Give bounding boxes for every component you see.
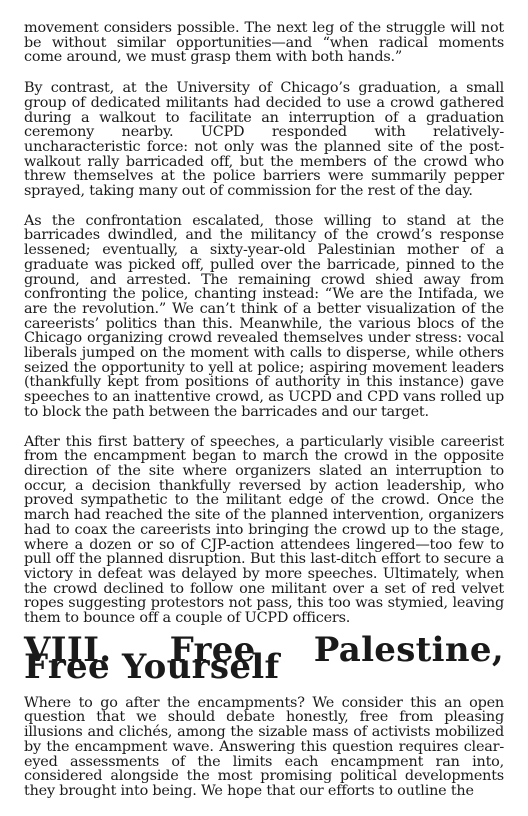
body-paragraph: Where to go after the encampments? We consider this an open question that we should debate honestly, free from pleasing illusions and clichés, among the sizable mass of activists mobilized by the encampment wave. Answering this question requires clear-eyed assessments of the limits each encampment ran into, considered alongside the most promising political developments they brought into being. We hope that our efforts to outline the	[24, 694, 504, 799]
body-paragraph: By contrast, at the University of Chicago’s graduation, a small group of dedicated militants had decided to use a crowd gathered during a walkout to facilitate an interruption of a graduation ceremony nearby. UCPD responded with relatively-uncharacteristic force: not only was the planned site of the post-walkout rally barricaded off, but the members of the crowd who threw themselves at the police barriers were summarily pepper sprayed, taking many out of commission for the rest of the day.	[24, 80, 504, 200]
body-paragraph: As the confrontation escalated, those willing to stand at the barricades dwindled, and the militancy of the crowd’s response lessened; eventually, a sixty-year-old Palestinian mother of a graduate was picked off, pulled over the barricade, pinned to the ground, and arrested. The remaining crowd shied away from confronting the police, chanting instead: “We are the Intifada, we are the revolution.” We can’t think of a better visualization of the careerists’ politics than this. Meanwhile, the various blocs of the Chicago organizing crowd revealed themselves under stress: vocal liberals jumped on the moment with calls to disperse, while others seized the opportunity to yell at police; aspiring movement leaders (thankfully kept from positions of authority in this instance) gave speeches to an inattentive crowd, as UCPD and CPD vans rolled up to block the path between the barricades and our target.	[24, 212, 504, 420]
section-heading: VIII. Free Palestine, Free Yourself	[24, 629, 504, 687]
body-paragraph: movement considers possible. The next leg of the struggle will not be without similar opportunities—and “when radical moments come around, we must grasp them with both hands.”	[24, 20, 504, 66]
body-paragraph: After this first battery of speeches, a particularly visible careerist from the encampment began to march the crowd in the opposite direction of the site where organizers slated an interruption to occur, a decision thankfully reversed by action leadership, who proved sympathetic to the militant edge of the crowd. Once the march had reached the site of the planned intervention, organizers had to coax the careerists into bringing the crowd up to the stage, where a dozen or so of CJP-action attendees lingered—too few to pull off the planned disruption. But this last-ditch effort to secure a victory in defeat was delayed by more speeches. Ultimately, when the crowd declined to follow one militant over a set of red velvet ropes suggesting protestors not pass, this too was stymied, leaving them to bounce off a couple of UCPD officers.	[24, 433, 504, 627]
document-page	[24, 21, 504, 814]
